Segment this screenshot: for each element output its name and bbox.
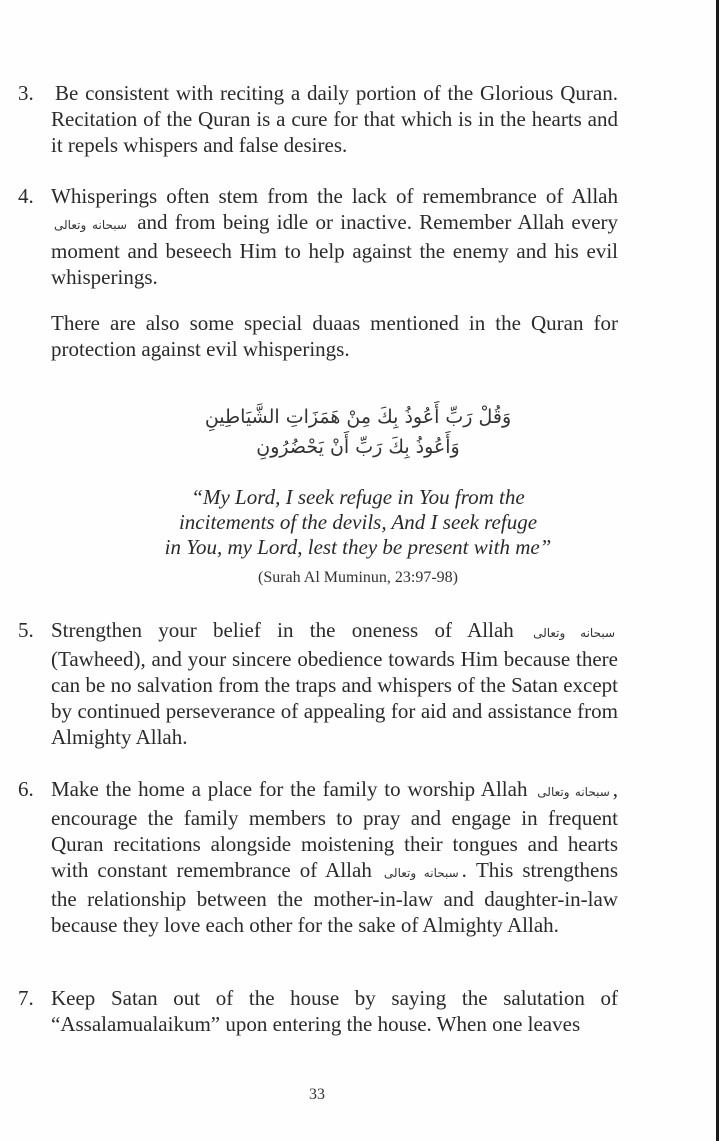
text-segment: Make the home a place for the family to worship Allah	[51, 777, 528, 801]
item-text: There are also some special duaas mentioned in the Quran for protection against evil whisperings.	[51, 311, 618, 361]
text-segment: , encourage the family members to pray and engage in frequent Quran recitations alongside moistening their tongues and hearts with constant remembrance of Allah	[51, 777, 619, 882]
list-item-4	[18, 183, 618, 362]
arabic-honorific: سبحانه وتعالى	[54, 218, 127, 232]
quran-verse-arabic	[0, 402, 716, 462]
item-text: Be consistent with reciting a daily portion of the Glorious Quran. Recitation of the Quran is a cure for that which is in the hearts and it repels whispers and false desires.	[51, 81, 618, 157]
translation-line-2: incitements of the devils, And I seek refuge	[178, 510, 538, 534]
translation-line-1: “My Lord, I seek refuge in You from the	[191, 485, 525, 509]
item-text	[51, 776, 618, 938]
translation-line-3: in You, my Lord, lest they be present with me”	[164, 535, 552, 559]
item-text	[51, 183, 618, 290]
verse-line-1: وَقُلْ رَبِّ أَعُوذُ بِكَ مِنْ هَمَزَاتِ الشَّيَاطِينِ	[204, 406, 512, 428]
item-text: Keep Satan out of the house by saying the salutation of “Assalamualaikum” upon entering the house. When one leaves	[51, 986, 618, 1036]
text-segment: and from being idle or inactive. Remember Allah every moment and beseech Him to help against the enemy and his evil whisperings.	[51, 210, 619, 289]
item-number: 3.	[18, 81, 34, 105]
arabic-honorific: سبحانه وتعالى	[533, 626, 616, 640]
arabic-honorific: سبحانه وتعالى	[383, 866, 459, 880]
text-segment: Strengthen your belief in the oneness of Allah	[51, 618, 514, 642]
arabic-honorific: سبحانه وتعالى	[537, 785, 610, 799]
text-segment: Whisperings often stem from the lack of remembrance of Allah	[51, 184, 618, 208]
item-text	[51, 617, 618, 750]
list-item-3	[18, 80, 618, 158]
page-number: 33	[309, 1086, 325, 1103]
item-number: 4.	[18, 184, 34, 208]
item-number: 7.	[18, 986, 34, 1010]
verse-reference: (Surah Al Muminun, 23:97-98)	[258, 569, 458, 586]
item-number: 6.	[18, 777, 34, 801]
verse-line-2: وَأَعُوذُ بِكَ رَبِّ أَنْ يَحْضُرُونِ	[256, 436, 460, 458]
list-item-6	[18, 776, 618, 938]
item-number: 5.	[18, 618, 34, 642]
list-item-7	[18, 985, 618, 1037]
text-segment: . This strengthens the relationship between the mother-in-law and daughter-in-law because they love each other for the sake of Almighty Allah.	[51, 858, 619, 937]
list-item-5	[18, 617, 618, 750]
verse-translation	[0, 485, 716, 560]
text-segment: (Tawheed), and your sincere obedience towards Him because there can be no salvation from the traps and whispers of the Satan except by continued perseverance of appealing for aid and assistance from Almighty Allah.	[51, 647, 618, 749]
